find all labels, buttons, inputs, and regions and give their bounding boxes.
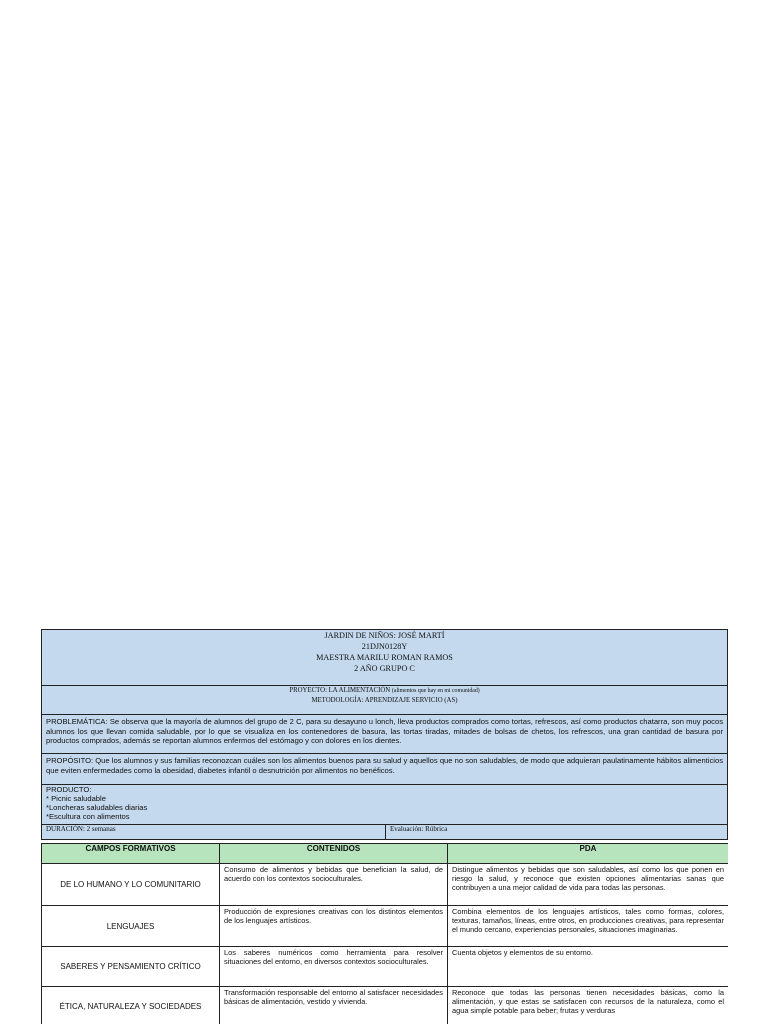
problematica-section	[41, 714, 728, 754]
producto-label: PRODUCTO:	[46, 785, 92, 794]
table-row	[42, 947, 729, 987]
project-note: (alimentos que hay en mi comunidad)	[391, 688, 480, 694]
school-name: JARDIN DE NIÑOS: JOSÉ MARTÍ	[324, 631, 445, 640]
pda-cell: Combina elementos de los lenguajes artísticos, tales como formas, colores, texturas, tamaños, líneas, entre otros, en producciones creativas, para representar el mundo cercano, experiencias personales, situaciones imaginarias.	[448, 906, 729, 947]
project-title: PROYECTO: LA ALIMENTACIÓN	[289, 687, 391, 694]
duracion-row	[41, 824, 728, 840]
producto-item: * Picnic saludable	[46, 794, 106, 803]
header-contenidos: CONTENIDOS	[220, 844, 448, 864]
school-code: 21DJN0128Y	[361, 642, 408, 651]
contenido-cell: Los saberes numéricos como herramienta para resolver situaciones del entorno, en diversos contextos socioculturales.	[220, 947, 448, 987]
pda-cell: Reconoce que todas las personas tienen necesidades básicas, como la alimentación, y que estas se satisfacen con recursos de la naturaleza, como el agua simple potable para beber; frutas y verduras	[448, 987, 729, 1024]
contenido-cell: Transformación responsable del entorno al satisfacer necesidades básicas de alimentación, vestido y vivienda.	[220, 987, 448, 1024]
producto-item: *Loncheras saludables diarias	[46, 803, 148, 812]
producto-item: *Escultura con alimentos	[46, 812, 130, 821]
pda-cell: Distingue alimentos y bebidas que son saludables, así como los que ponen en riesgo la salud, y reconoce que existen opciones alimentarias sanas que contribuyen a una mejor calidad de vida para todas las personas.	[448, 864, 729, 906]
school-header	[41, 629, 728, 686]
contenido-cell: Consumo de alimentos y bebidas que benefician la salud, de acuerdo con los contextos socioculturales.	[220, 864, 448, 906]
project-section	[41, 685, 728, 715]
campo-cell: LENGUAJES	[42, 906, 220, 947]
project-title-line	[42, 686, 727, 696]
duracion-text: DURACIÓN: 2 semanas	[42, 825, 386, 839]
group-name: 2 AÑO GRUPO C	[354, 664, 415, 673]
table-row	[42, 906, 729, 947]
proposito-text: PROPÓSITO: Que los alumnos y sus familias reconozcan cuáles son los alimentos buenos para su salud y aquellos que no son saludables, de modo que adquieran paulatinamente hábitos alimenticios que eviten enfermedades como la obesidad, diabetes infantil o desnutrición por alimentos no benéficos.	[46, 756, 723, 775]
campos-table	[41, 843, 728, 1024]
methodology: METODOLOGÍA: APRENDIZAJE SERVICIO (AS)	[311, 697, 458, 704]
teacher-name: MAESTRA MARILU ROMAN RAMOS	[316, 653, 453, 662]
table-row	[42, 864, 729, 906]
planning-document	[41, 629, 728, 1024]
table-header-row	[42, 844, 729, 864]
table-row	[42, 987, 729, 1024]
evaluacion-text: Evaluación: Rúbrica	[390, 825, 448, 833]
problematica-text: PROBLEMÁTICA: Se observa que la mayoría de alumnos del grupo de 2 C, para su desayuno u lonch, lleva productos comprados como tortas, refrescos, así como productos chatarra, son muy pocos alumnos los que llevan comida saludable, por lo que se visualiza en los contenedores de basura, las tortas tiradas, mitades de bolsas de chetos, los refrescos, una gran cantidad de basura por productos comprados, además se reportan alumnos enfermos del estómago y con dolores en los dientes.	[46, 717, 723, 746]
header-pda: PDA	[448, 844, 729, 864]
campo-cell: SABERES Y PENSAMIENTO CRÍTICO	[42, 947, 220, 987]
contenido-cell: Producción de expresiones creativas con los distintos elementos de los lenguajes artísticos.	[220, 906, 448, 947]
campo-cell: ÉTICA, NATURALEZA Y SOCIEDADES	[42, 987, 220, 1024]
producto-section	[41, 784, 728, 825]
proposito-section	[41, 753, 728, 785]
header-campos: CAMPOS FORMATIVOS	[42, 844, 220, 864]
pda-cell: Cuenta objetos y elementos de su entorno.	[448, 947, 729, 987]
campo-cell: DE LO HUMANO Y LO COMUNITARIO	[42, 864, 220, 906]
